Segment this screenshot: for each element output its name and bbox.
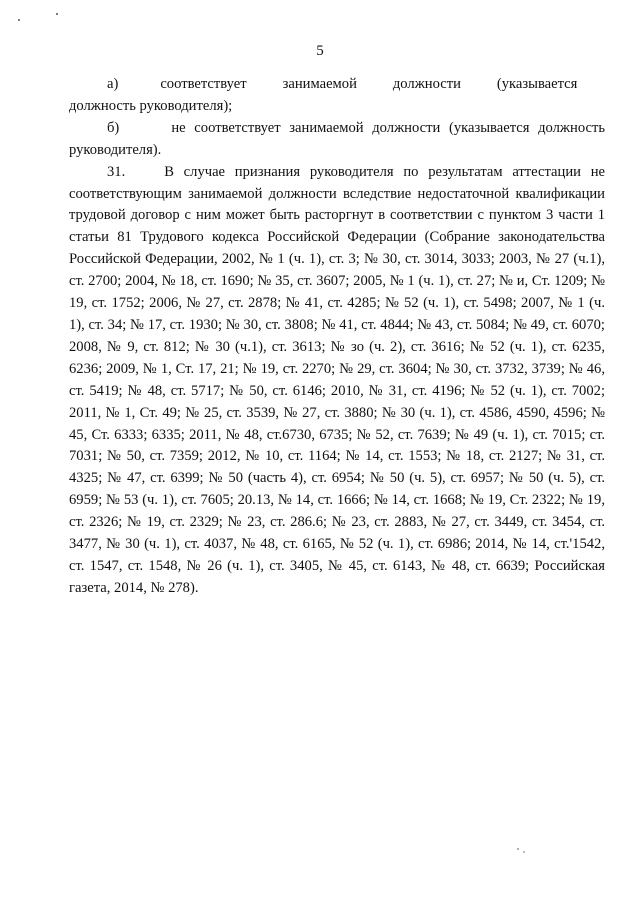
scan-speck: [517, 848, 519, 850]
page-number: 5: [316, 43, 324, 59]
scan-speck: [523, 851, 525, 853]
document-body: [69, 74, 605, 600]
paragraph-item-b: б) не соответствует занимаемой должности (указывается должность руководителя).: [69, 119, 605, 158]
scan-speck: [56, 13, 58, 15]
scan-speck: [18, 19, 20, 21]
paragraph-item-a: а) соответствует занимаемой должности (указывается должность руководителя);: [69, 76, 605, 114]
paragraph-31: 31. В случае признания руководителя по результатам аттестации не соответствующим занимаемой должности вследствие недостаточной квалификации трудовой договор с ним может быть расторгнут в соответствии с пунктом 3 части 1 статьи 81 Трудового кодекса Российской Федерации (Собрание законодательства Российской Федерации, 2002, № 1 (ч. 1), ст. 3; № 30, ст. 3014, 3033; 2003, № 27 (ч.1), ст. 2700; 2004, № 18, ст. 1690; № 35, ст. 3607; 2005, № 1 (ч. 1), ст. 27; № и, Ст. 1209; № 19, ст. 1752; 2006, № 27, ст. 2878; № 41, ст. 4285; № 52 (ч. 1), ст. 5498; 2007, № 1 (ч. 1), ст. 34; № 17, ст. 1930; № 30, ст. 3808; № 41, ст. 4844; № 43, ст. 5084; № 49, ст. 6070; 2008, № 9, ст. 812; № 30 (ч.1), ст. 3613; № зо (ч. 2), ст. 3616; № 52 (ч. 1), ст. 6235, 6236; 2009, № 1, Ст. 17, 21; № 19, ст. 2270; № 29, ст. 3604; № 30, ст. 3732, 3739; № 46, ст. 5419; № 48, ст. 5717; № 50, ст. 6146; 2010, № 31, ст. 4196; № 52 (ч. 1), ст. 7002; 2011, № 1, Ст. 49; № 25, ст. 3539, № 27, ст. 3880; № 30 (ч. 1), ст. 4586, 4590, 4596; № 45, Ст. 6333; 6335; 2011, № 48, ст.6730, 6735; № 52, ст. 7639; № 49 (ч. 1), ст. 7015; ст. 7031; № 50, ст. 7359; 2012, № 10, ст. 1164; № 14, ст. 1553; № 18, ст. 2127; № 31, ст. 4325; № 47, ст. 6399; № 50 (часть 4), ст. 6954; № 50 (ч. 5), ст. 6957; № 50 (ч. 5), ст. 6959; № 53 (ч. 1), ст. 7605; 20.13, № 14, ст. 1666; № 14, ст. 1668; № 19, Ст. 2322; № 19, ст. 2326; № 19, ст. 2329; № 23, ст. 286.6; № 23, ст. 2883, № 27, ст. 3449, ст. 3454, ст. 3477, № 30 (ч. 1), ст. 4037, № 48, ст. 6165, № 52 (ч. 1), ст. 6986; 2014, № 14, ст.'1542, ст. 1547, ст. 1548, № 26 (ч. 1), ст. 3405, № 45, ст. 6143, № 48, ст. 6639; Российская газета, 2014, № 278).: [69, 163, 605, 596]
